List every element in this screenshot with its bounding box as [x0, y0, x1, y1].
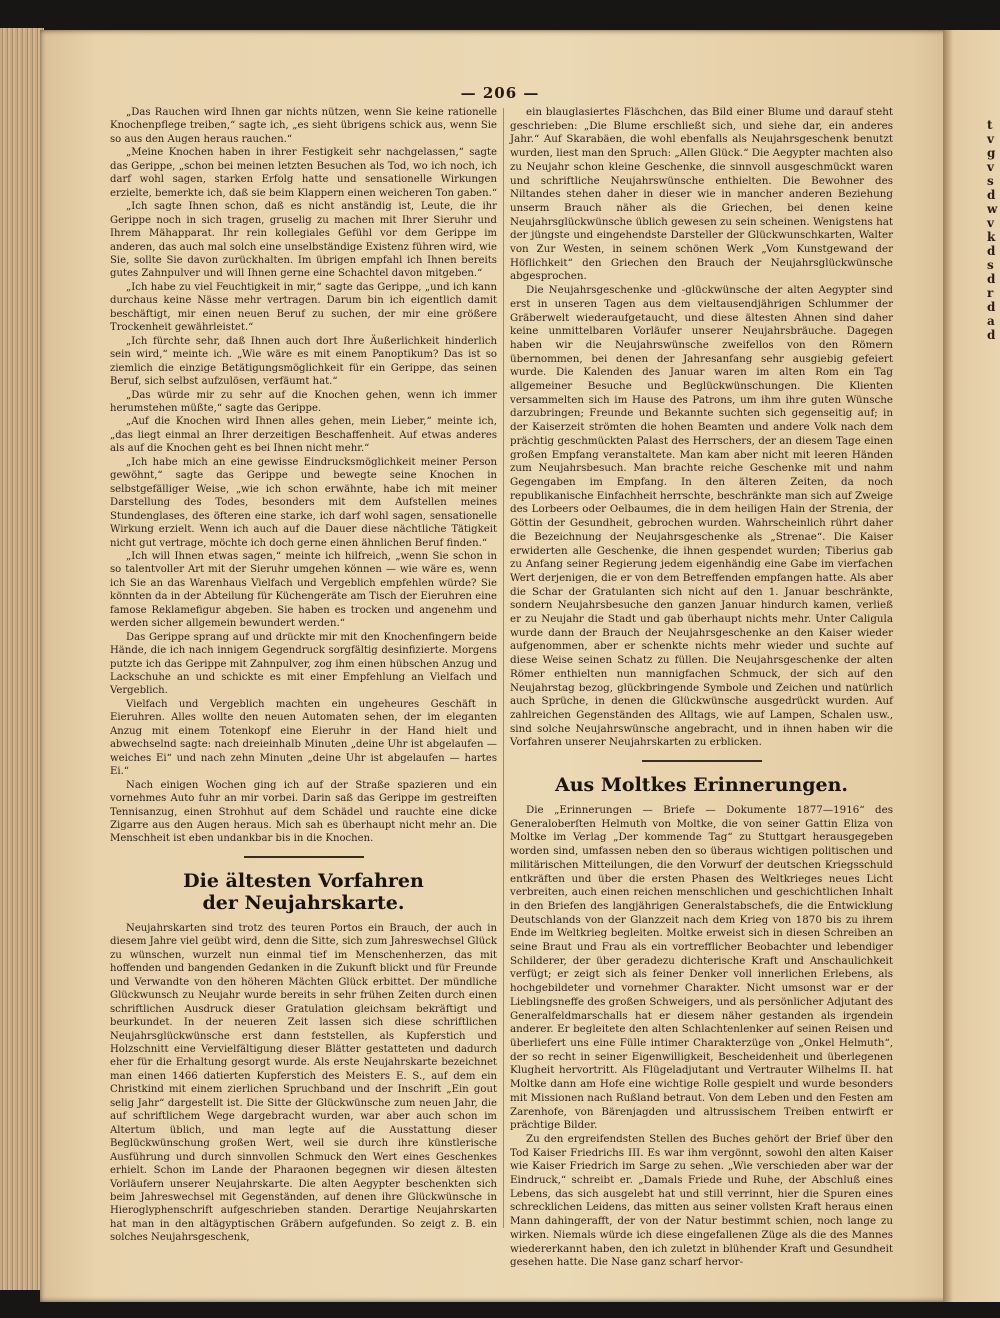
paragraph: Nach einigen Wochen ging ich auf der Straße spazieren und ein vornehmes Auto fuhr an mir vorbei. Darin saß das Gerippe im gestreiften Tennisanzug, einen Strohhut auf dem Schädel und rauchte eine dicke Zigarre aus den Augen heraus. Mich sah es überhaupt nicht mehr an. Die Menschheit ist eben undankbar bis in die Knochen. [110, 779, 497, 845]
paragraph: „Meine Knochen haben in ihrer Festigkeit sehr nachgelassen,“ sagte das Gerippe, „schon bei meinen letzten Besuchen als Tod, wo ich noch, ich darf wohl sagen, starken Erfolg hatte und sensationelle Wirkungen erzielte, bemerkte ich, daß sie beim Klappern einen weicheren Ton gaben.“ [110, 147, 498, 199]
story-text [110, 106, 497, 846]
right-column [510, 106, 893, 1270]
paragraph: „Das Rauchen wird Ihnen gar nichts nützen, wenn Sie keine rationelle Knochenpflege treiben,“ sagte ich, „es sieht übrigens schick aus, wenn Sie so aus den Augen heraus rauchen.“ [110, 107, 497, 145]
paragraph: „Ich sagte Ihnen schon, daß es nicht anständig ist, Leute, die ihr Gerippe noch in sich tragen, gruselig zu machen mit Ihrer Sieruhr und Ihrem Mähapparat. Ihr rein kollegiales Gefühl vor dem Gerippe im anderen, das auch mal solch eine unselbständige Existenz führen wird, wie Sie, sollte Sie davon zurückhalten. Im übrigen empfahl ich Ihnen bereits gutes Zahnpulver und will Ihnen gerne eine Schachtel davon mitgeben.“ [110, 201, 497, 280]
edge-letter: t [987, 118, 993, 132]
edge-letter: s [987, 174, 994, 188]
left-column [110, 106, 497, 1245]
edge-letter: d [987, 328, 996, 342]
edge-letter: g [987, 146, 996, 160]
article-text-moltke [510, 804, 893, 1270]
paragraph: Neujahrskarten sind trotz des teuren Portos ein Brauch, der auch in diesem Jahre viel geübt wird, denn die Sitte, sich zum Jahreswechsel Glück zu wünschen, wurzelt nun einmal tief im Menschenherzen, das mit hoffenden und bangenden Gedanken in die Zukunft blickt und für Freunde und Verwandte von den höheren Mächten Glück erbittet. Der mündliche Glückwunsch zu Neujahr wurde bereits in sehr frühen Zeiten durch einen schriftlichen Ausdruck dieser Gratulation gleichsam bekräftigt und beurkundet. In der neueren Zeit lassen sich diese schriftlichen Neujahrsglückwünsche erst dann feststellen, als Kupferstich und Holzschnitt eine Vervielfältigung dieser Blätter gestatteten und dadurch eher für die Erhaltung gesorgt wurde. Als erste Neujahrskarte bezeichnet man einen 1466 datierten Kupferstich des Meisters E. S., auf dem ein Christkind mit einem zierlichen Spruchband und der Inschrift „Ein gout selig Jahr“ dargestellt ist. Die Sitte der Glückwünsche zum neuen Jahr, die auf schriftlichem Wege dargebracht wurden, war aber auch schon im Altertum üblich, und man legte auf die Ausstattung dieser Beglückwünschung großen Wert, weil sie durch ihre künstlerische Ausführung und durch sinnvollen Schmuck den Wert eines Geschenkes erhielt. Schon im Lande der Pharaonen begegnen wir diesen ältesten Vorläufern unserer Neujahrskarte. Die alten Aegypter beschenkten sich beim Jahreswechsel mit Gegenständen, auf denen ihre Glückwünsche in Hieroglyphenschrift aufgeschrieben standen. Derartige Neujahrskarten hat man in den altägyptischen Gräbern aufgefunden. So zeigt z. B. ein solches Neujahrsgeschenk, [110, 922, 497, 1244]
paragraph: Das Gerippe sprang auf und drückte mir mit den Knochenfingern beide Hände, die ich nach innigem Gegendruck sorgfältig desinfizierte. Morgens putzte ich das Gerippe mit Zahnpulver, zog ihm einen hübschen Anzug und Lackschuhe an und schickte es mit einer Empfehlung an Vielfach und Vergeblich. [110, 631, 497, 697]
section-separator [244, 856, 364, 858]
book-left-page-edges [0, 28, 44, 1290]
edge-letter: d [987, 244, 996, 258]
paragraph: Die „Erinnerungen — Briefe — Dokumente 1877—1916“ des Generaloberſten Helmuth von Moltke, die von seiner Gattin Eliza von Moltke im Verlag „Der kommende Tag“ zu Stuttgart herausgegeben worden sind, umfassen neben den so überaus wichtigen politischen und militärischen Mitteilungen, die den Vorwurf der deutschen Kriegsschuld entkräften und über die ersten Phasen des Weltkrieges neues Licht verbreiten, auch einen reichen menschlichen und geschichtlichen Inhalt in den Briefen des langjährigen Generalstabschefs, die die Entwicklung Deutschlands von der Glanzzeit nach dem Krieg von 1870 bis zu ihrem Ende im Weltkrieg begleiten. Moltke erweist sich in diesen Schreiben an seine Braut und Frau als ein vortrefflicher Beobachter und lebendiger Schilderer, der über geradezu dichterische Kraft und Anschaulichkeit verfügt; er zeigt sich als feiner Denker voll innerlichen Erlebens, als hochgebildeter und vornehmer Charakter. Nicht umsonst war er der Lieblingsneffe des großen Schweigers, und als persönlicher Adjutant des Generalfeldmarschalls hat er diesem näher gestanden als irgendein anderer. Er begleitete den alten Schlachtenlenker auf seinen Reisen und überliefert uns eine Fülle intimer Charakterzüge von „Onkel Helmuth“, der so recht in seiner Eigenwilligkeit, Bescheidenheit und überlegenen Klugheit hervortritt. Als Flügeladjutant und Vertrauter Wilhelms II. hat Moltke dann am Hofe eine wichtige Rolle gespielt und wurde besonders mit Missionen nach Rußland betraut. Von dem Leben und den Festen am Zarenhofe, von Bärenjagden und altrussischem Treiben entwirft er prächtige Bilder. [510, 804, 893, 1132]
paragraph: „Das würde mir zu sehr auf die Knochen gehen, wenn ich immer herumstehen müßte,“ sagte das Gerippe. [110, 389, 497, 414]
edge-letter: k [987, 230, 996, 244]
section-separator [642, 760, 762, 762]
edge-letter: v [987, 160, 994, 174]
edge-letter: v [987, 216, 994, 230]
paragraph: Zu den ergreifendsten Stellen des Buches gehört der Brief über den Tod Kaiser Friedrichs III. Es war ihm vergönnt, sowohl den alten Kaiser wie Kaiser Friedrich im Sarge zu sehen. „Wie verschieden aber war der Eindruck,“ schreibt er. „Damals Friede und Ruhe, der Abschluß eines Lebens, das sich ausgelebt hat und still verrinnt, hier die Spuren eines schrecklichen Leidens, das mitten aus seiner vollsten Kraft heraus einen Mann dahingerafft, der von der Natur bestimmt schien, noch lange zu wirken. Niemals würde ich diese eingefallenen Züge als die des Mannes wiedererkannt haben, den ich zuletzt in blühender Kraft und Gesundheit gesehen hatte. Die Nase ganz scharf hervor- [510, 1132, 893, 1269]
paragraph: „Ich habe zu viel Feuchtigkeit in mir,“ sagte das Gerippe, „und ich kann durchaus keine Nässe mehr vertragen. Darum bin ich eigentlich damit beschäftigt, mir einen neuen Beruf zu suchen, der mir eine größere Trockenheit gewährleistet.“ [110, 281, 497, 334]
paragraph: ein blauglasiertes Fläschchen, das Bild einer Blume und darauf steht geschrieben: „Die Blume erschließt sich, und siehe dar, ein anderes Jahr.“ Auf Skarabäen, die wohl ebenfalls als Neujahrsgeschenk benutzt wurden, liest man den Spruch: „Allen Glück.“ Die Aegypter machten also zu Neujahr schon kleine Geschenke, die sinnvoll ausgeschmückt waren und schriftliche Neujahrswünsche enthielten. Die Bewohner des Niltandes stehen daher in dieser wie in mancher anderen Beziehung unserm Brauch näher als die Griechen, bei denen keine Neujahrsglückwünsche üblich gewesen zu sein scheinen. Wenigstens hat der jüngste und eingehendste Darsteller der Glückwunschkarten, Walter von Zur Westen, in seinem schönen Werk „Vom Kunstgewand der Höflichkeit“ den Griechen den Brauch der Neujahrsglückwünsche abgesprochen. [510, 106, 893, 283]
edge-letter: w [987, 202, 998, 216]
edge-letter: v [987, 132, 994, 146]
next-page-edge [943, 30, 1000, 1302]
edge-letter: d [987, 188, 996, 202]
edge-letter: r [987, 286, 994, 300]
page-number: — 206 — [460, 84, 540, 102]
paragraph: „Ich habe mich an eine gewisse Eindrucksmöglichkeit meiner Person gewöhnt,“ sagte das Gerippe und bewegte seine Knochen in selbstgefälliger Weise, „wie ich schon erwähnte, habe ich mit meiner Darstellung des Todes, besonders mit dem Aufstellen meines Stundenglases, des öfteren eine starke, ich darf wohl sagen, sensationelle Wirkung erzielt. Wenn ich auch auf die Dauer diese nächtliche Tätigkeit nicht gut vertrage, möchte ich doch gerne einen ähnlichen Beruf finden.“ [110, 456, 497, 549]
edge-letter: d [987, 272, 996, 286]
paragraph: „Auf die Knochen wird Ihnen alles gehen, mein Lieber,“ meinte ich, „das liegt einmal an Ihrer derzeitigen Beschaffenheit. Auf etwas anderes als auf die Knochen geht es bei Ihnen nicht mehr.“ [110, 416, 497, 455]
article-text-neujahrskarte [110, 922, 497, 1245]
paragraph: „Ich will Ihnen etwas sagen,“ meinte ich hilfreich, „wenn Sie schon in so talentvoller Art mit der Sieruhr umgehen können — wie wäre es, wenn ich Sie an das Warenhaus Vielfach und Vergeblich empfehlen würde? Sie könnten da in der Abteilung für Küchengeräte am Tisch der Eieruhren eine famose Reklamefigur abgeben. Sie haben es trocken und angenehm und werden sicher allgemein bewundert werden.“ [110, 550, 497, 630]
column-divider [503, 108, 504, 1228]
edge-letter: s [987, 258, 994, 272]
heading-line-1: Die ältesten Vorfahren [183, 869, 424, 892]
paragraph: „Ich fürchte sehr, daß Ihnen auch dort Ihre Äußerlichkeit hinderlich sein wird,“ meinte ich. „Wie wäre es mit einem Panoptikum? Das ist so ziemlich die einzige Betätigungsmöglichkeit für ein Gerippe, das seinen Beruf, sich selbst aufzulösen, verfäumt hat.“ [110, 335, 497, 388]
heading-line-2: der Neujahrskarte. [202, 891, 405, 914]
paragraph: Vielfach und Vergeblich machten ein ungeheures Geschäft in Eieruhren. Alles wollte den neuen Automaten sehen, der im eleganten Anzug mit einem Totenkopf eine Eieruhr in der Hand hielt und abwechselnd sagte: nach dreieinhalb Minuten „deine Uhr ist abgelaufen — weiches Ei“ und nach zehn Minuten „deine Uhr ist abgelaufen — hartes Ei.“ [110, 698, 497, 778]
article-text-neujahrskarte-continued [510, 106, 893, 750]
article-heading-moltke: Aus Moltkes Erinnerungen. [555, 774, 848, 797]
paragraph: Die Neujahrsgeschenke und -glückwünsche der alten Aegypter sind erst in unseren Tagen aus dem vieltausendjährigen Schlummer der Gräberwelt wiederaufgetaucht, und diese ältesten Ahnen sind daher keine unmittelbaren Vorläufer unserer Neujahrsbräuche. Dagegen haben wir die Neujahrswünsche zweifellos von den Römern übernommen, bei denen der Jahresanfang sehr ausgiebig gefeiert wurde. Die Kalenden des Januar waren im alten Rom ein Tag allgemeiner Besuche und Beglückwünschungen. Die Klienten versammelten sich im Hause des Patrons, um ihm ihre guten Wünsche darzubringen; Freunde und Bekannte suchten sich gegenseitig auf; in der Kaiserzeit strömten die hohen Beamten und andere Volk nach dem prächtig geschmückten Palast des Herrschers, der an diesem Tage einen großen Empfang veranstaltete. Man kam aber nicht mit leeren Händen zum Neujahrsbesuch. Man brachte reiche Geschenke mit und nahm Gegengaben im Empfang. In den älteren Zeiten, da noch republikanische Einfachheit herrschte, beschränkte man sich auf Zweige des Lorbeers oder Oelbaumes, die in dem heiligen Hain der Strenia, der Göttin der Gesundheit, gebrochen wurden. Wahrscheinlich rührt daher die Bezeichnung der Neujahrsgeschenke als „Strenae“. Die Kaiser erwiderten alle Geschenke, die ihnen gespendet wurden; Tiberius gab zu Anfang seiner Regierung jedem eigenhändig eine Gabe im vierfachen Wert derjenigen, die er von dem Betreffenden empfangen hatte. Als aber die Schar der Gratulanten sich nicht auf den 1. Januar beschränkte, sondern Neujahrsbesuche den ganzen Januar hindurch kamen, verließ er zu Neujahr die Stadt und gab überhaupt nichts mehr. Unter Caligula wurde dann der Brauch der Neujahrsgeschenke an den Kaiser wieder aufgenommen, aber er schenkte nichts mehr wieder und suchte auf diese Weise seinen Schatz zu füllen. Die Neujahrsgeschenke der alten Römer enthielten nun mannigfachen Schmuck, der sich auf den Neujahrstag bezog, glückbringende Symbole und Zeichen und natürlich auch Sprüche, in denen die Glückwünsche ausgedrückt wurden. Auf zahlreichen Gegenständen des Alltags, wie auf Lampen, Schalen usw., sind solche Neujahrswünsche angebracht, und in ihnen haben wir die Vorfahren unserer Neujahrskarten zu erblicken. [510, 284, 893, 749]
edge-letter: d [987, 300, 996, 314]
edge-letter: a [987, 314, 995, 328]
article-heading-neujahrskarte [110, 870, 497, 914]
